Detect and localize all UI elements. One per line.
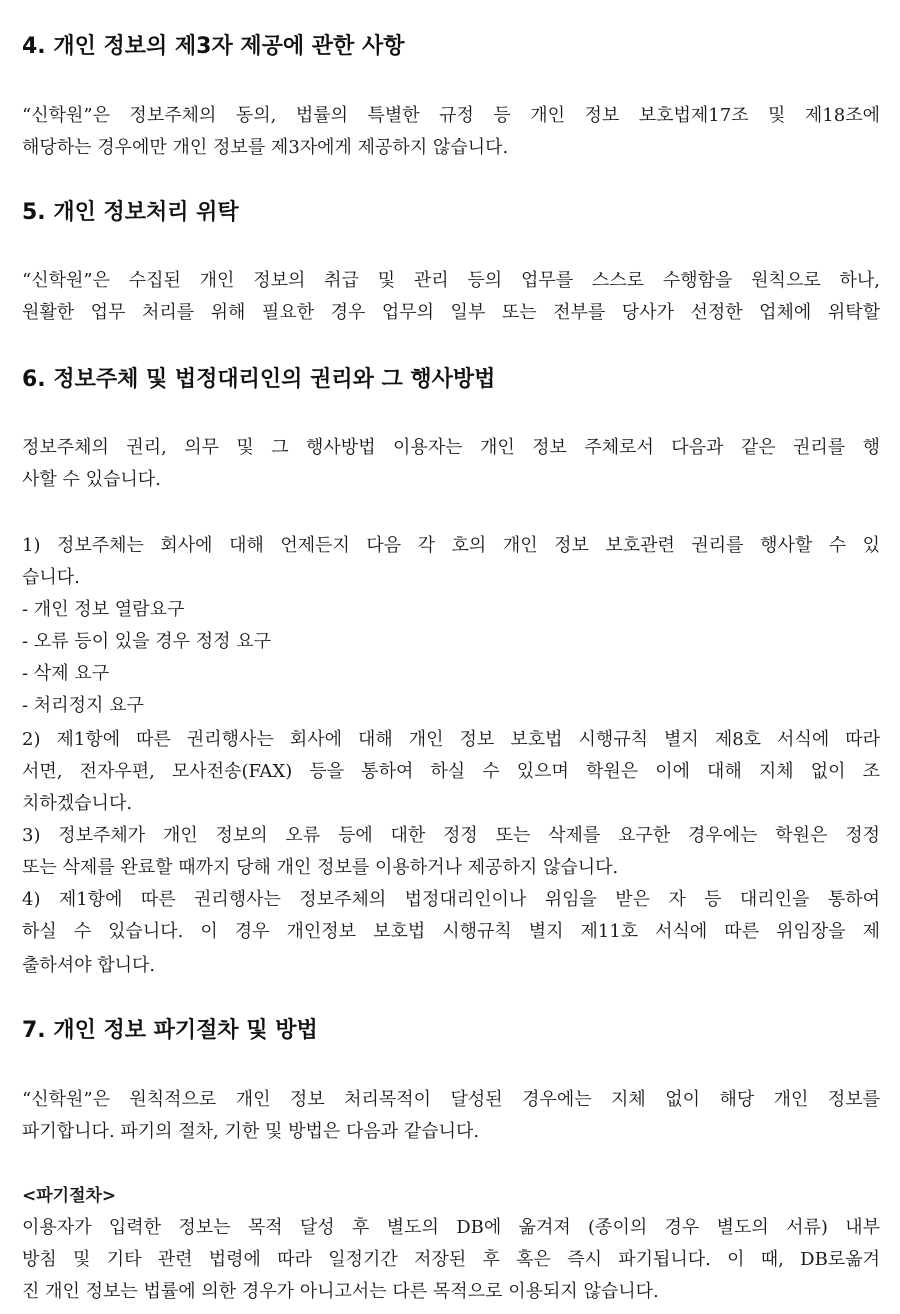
section-6-item-line: - 처리정지 요구 bbox=[22, 695, 144, 716]
section-7-body-line-2: 방침 및 기타 관련 법령에 따라 일정기간 저장된 후 혹은 즉시 파기됩니다. 이 때, DB로옮겨 bbox=[22, 1249, 880, 1270]
section-4-heading: 4. 개인 정보의 제3자 제공에 관한 사항 bbox=[22, 34, 405, 59]
section-7-intro-line-1: “신학원”은 원칙적으로 개인 정보 처리목적이 달성된 경우에는 지체 없이 해당 개인 정보를 bbox=[22, 1089, 880, 1110]
section-4-line-2: 해당하는 경우에만 개인 정보를 제3자에게 제공하지 않습니다. bbox=[22, 137, 509, 158]
section-6-intro-line-2: 사할 수 있습니다. bbox=[22, 469, 161, 490]
section-7-intro-line-2: 파기합니다. 파기의 절차, 기한 및 방법은 다음과 같습니다. bbox=[22, 1121, 480, 1142]
section-6-item-line: 습니다. bbox=[22, 567, 80, 588]
section-5-line-1: “신학원”은 수집된 개인 정보의 취급 및 관리 등의 업무를 스스로 수행함을 원칙으로 하나, bbox=[22, 270, 880, 291]
section-6-item-line: 서면, 전자우편, 모사전송(FAX) 등을 통하여 하실 수 있으며 학원은 이에 대해 지체 없이 조 bbox=[22, 761, 880, 782]
section-6-item-line: 또는 삭제를 완료할 때까지 당해 개인 정보를 이용하거나 제공하지 않습니다. bbox=[22, 857, 619, 878]
section-7-body-line-1: 이용자가 입력한 정보는 목적 달성 후 별도의 DB에 옮겨져 (종이의 경우 별도의 서류) 내부 bbox=[22, 1217, 880, 1238]
section-6-item-line: - 오류 등이 있을 경우 정정 요구 bbox=[22, 631, 272, 652]
section-6-item-line: 3) 정보주체가 개인 정보의 오류 등에 대한 정정 또는 삭제를 요구한 경우에는 학원은 정정 bbox=[22, 825, 880, 846]
section-6-item-line: 하실 수 있습니다. 이 경우 개인정보 보호법 시행규칙 별지 제11호 서식에 따른 위임장을 제 bbox=[22, 921, 880, 942]
section-7-subheading: <파기절차> bbox=[22, 1186, 117, 1206]
section-6-item-line: 치하겠습니다. bbox=[22, 793, 133, 814]
section-4-line-1: “신학원”은 정보주체의 동의, 법률의 특별한 규정 등 개인 정보 보호법제17조 및 제18조에 bbox=[22, 105, 880, 126]
section-5-line-2: 원활한 업무 처리를 위해 필요한 경우 업무의 일부 또는 전부를 당사가 선정한 업체에 위탁할 bbox=[22, 302, 880, 323]
section-7-heading: 7. 개인 정보 파기절차 및 방법 bbox=[22, 1018, 318, 1043]
section-6-item-line: 1) 정보주체는 회사에 대해 언제든지 다음 각 호의 개인 정보 보호관련 권리를 행사할 수 있 bbox=[22, 535, 880, 556]
section-7-body-line-3: 진 개인 정보는 법률에 의한 경우가 아니고서는 다른 목적으로 이용되지 않습니다. bbox=[22, 1281, 659, 1302]
section-6-heading: 6. 정보주체 및 법정대리인의 권리와 그 행사방법 bbox=[22, 367, 496, 392]
section-6-item-line: 출하셔야 합니다. bbox=[22, 955, 156, 976]
section-6-item-line: - 개인 정보 열람요구 bbox=[22, 599, 185, 620]
section-6-item-line: - 삭제 요구 bbox=[22, 663, 110, 684]
section-6-intro-line-1: 정보주체의 권리, 의무 및 그 행사방법 이용자는 개인 정보 주체로서 다음과 같은 권리를 행 bbox=[22, 437, 880, 458]
section-6-item-line: 4) 제1항에 따른 권리행사는 정보주체의 법정대리인이나 위임을 받은 자 등 대리인을 통하여 bbox=[22, 889, 880, 910]
section-6-item-line: 2) 제1항에 따른 권리행사는 회사에 대해 개인 정보 보호법 시행규칙 별지 제8호 서식에 따라 bbox=[22, 729, 880, 750]
section-5-heading: 5. 개인 정보처리 위탁 bbox=[22, 200, 239, 225]
